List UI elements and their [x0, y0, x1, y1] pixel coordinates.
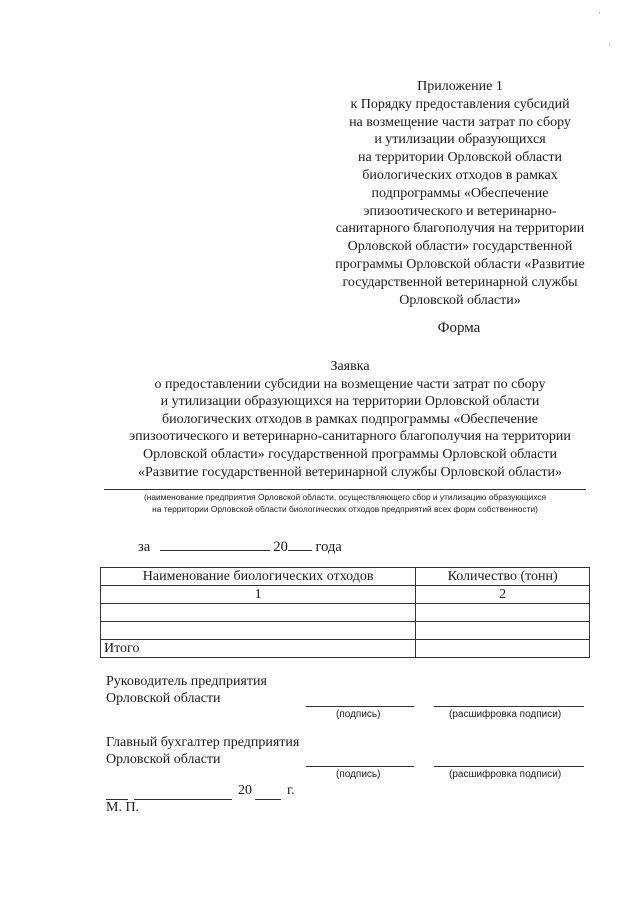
signature-caption: (подпись) — [336, 769, 381, 780]
application-title — [60, 358, 640, 481]
title-line: «Развитие государственной ветеринарной службы Орловской области» — [137, 464, 563, 480]
table-total-row — [101, 640, 590, 658]
table-header-cell: Количество (тонн) — [416, 568, 590, 586]
enterprise-caption-line: (наименование предприятия Орловской области, осуществляющего сбор и утилизацию образующихся — [143, 492, 547, 502]
head-title-line2: Орловской области — [106, 691, 221, 706]
enterprise-caption-line: на территории Орловской области биологических отходов предприятий всех форм собственности) — [152, 504, 538, 514]
period-line — [138, 536, 342, 556]
appendix-line: биологических отходов в рамках — [362, 167, 558, 183]
table-row — [101, 622, 590, 640]
title-line: биологических отходов в рамках подпрограммы «Обеспечение — [162, 411, 538, 427]
table-number-cell: 1 — [101, 586, 416, 604]
scan-mark: · — [608, 40, 611, 50]
period-year-prefix: 20 — [273, 539, 288, 555]
waste-table — [100, 567, 590, 658]
accountant-name-field[interactable] — [434, 766, 584, 767]
table-input-cell[interactable] — [101, 604, 416, 622]
enterprise-caption — [90, 491, 600, 515]
date-suffix: г. — [287, 783, 295, 798]
period-suffix: года — [315, 539, 342, 555]
form-label: Форма — [437, 320, 481, 336]
table-total-label: Итого — [101, 640, 416, 658]
appendix-line: и утилизации образующихся — [374, 132, 546, 148]
head-name-field[interactable] — [434, 706, 584, 707]
head-signature-field[interactable] — [306, 706, 414, 707]
date-year-field[interactable] — [255, 799, 281, 800]
title-line: эпизоотического и ветеринарно-санитарного благополучия на территории — [129, 429, 571, 445]
table-number-cell: 2 — [416, 586, 590, 604]
appendix-line: программы Орловской области «Развитие — [335, 256, 585, 272]
appendix-line: к Порядку предоставления субсидий — [350, 96, 570, 112]
accountant-signature-field[interactable] — [306, 766, 414, 767]
table-input-cell[interactable] — [416, 604, 590, 622]
period-blank-field[interactable] — [160, 536, 270, 551]
appendix-line: государственной ветеринарной службы — [342, 274, 578, 290]
table-header-row — [101, 568, 590, 586]
decoding-caption: (расшифровка подписи) — [449, 709, 562, 720]
appendix-line: санитарного благополучия на территории — [335, 221, 585, 237]
appendix-line: на возмещение части затрат по сбору — [349, 114, 571, 130]
date-year-prefix: 20 — [238, 783, 252, 798]
date-month-field[interactable] — [134, 799, 232, 800]
scan-mark: · — [598, 8, 601, 18]
signature-caption: (подпись) — [336, 709, 381, 720]
title-heading: Заявка — [330, 359, 370, 374]
enterprise-name-field[interactable] — [104, 489, 586, 490]
stamp-place: М. П. — [106, 800, 140, 815]
appendix-line: подпрограммы «Обеспечение — [371, 185, 549, 201]
title-line: Орловской области» государственной программы Орловской области — [143, 446, 557, 462]
appendix-line: Орловской области» — [399, 292, 521, 308]
table-input-cell[interactable] — [101, 622, 416, 640]
table-total-value-cell[interactable] — [416, 640, 590, 658]
accountant-title-line1: Главный бухгалтер предприятия — [106, 735, 300, 750]
head-title-line1: Руководитель предприятия — [106, 674, 267, 689]
title-line: и утилизации образующихся на территории Орловской области — [160, 394, 540, 410]
appendix-line: Приложение 1 — [417, 79, 503, 94]
title-line: о предоставлении субсидии на возмещение части затрат по сбору — [154, 376, 546, 392]
appendix-line: Орловской области» государственной — [347, 239, 573, 255]
period-year-field[interactable] — [288, 536, 312, 551]
decoding-caption: (расшифровка подписи) — [449, 769, 562, 780]
appendix-block — [300, 78, 620, 309]
appendix-line: на территории Орловской области — [358, 150, 562, 166]
table-number-row — [101, 586, 590, 604]
accountant-title-line2: Орловской области — [106, 752, 221, 767]
table-input-cell[interactable] — [416, 622, 590, 640]
table-header-cell: Наименование биологических отходов — [101, 568, 416, 586]
period-prefix: за — [138, 539, 151, 555]
table-row — [101, 604, 590, 622]
appendix-line: эпизоотического и ветеринарно- — [363, 203, 557, 219]
